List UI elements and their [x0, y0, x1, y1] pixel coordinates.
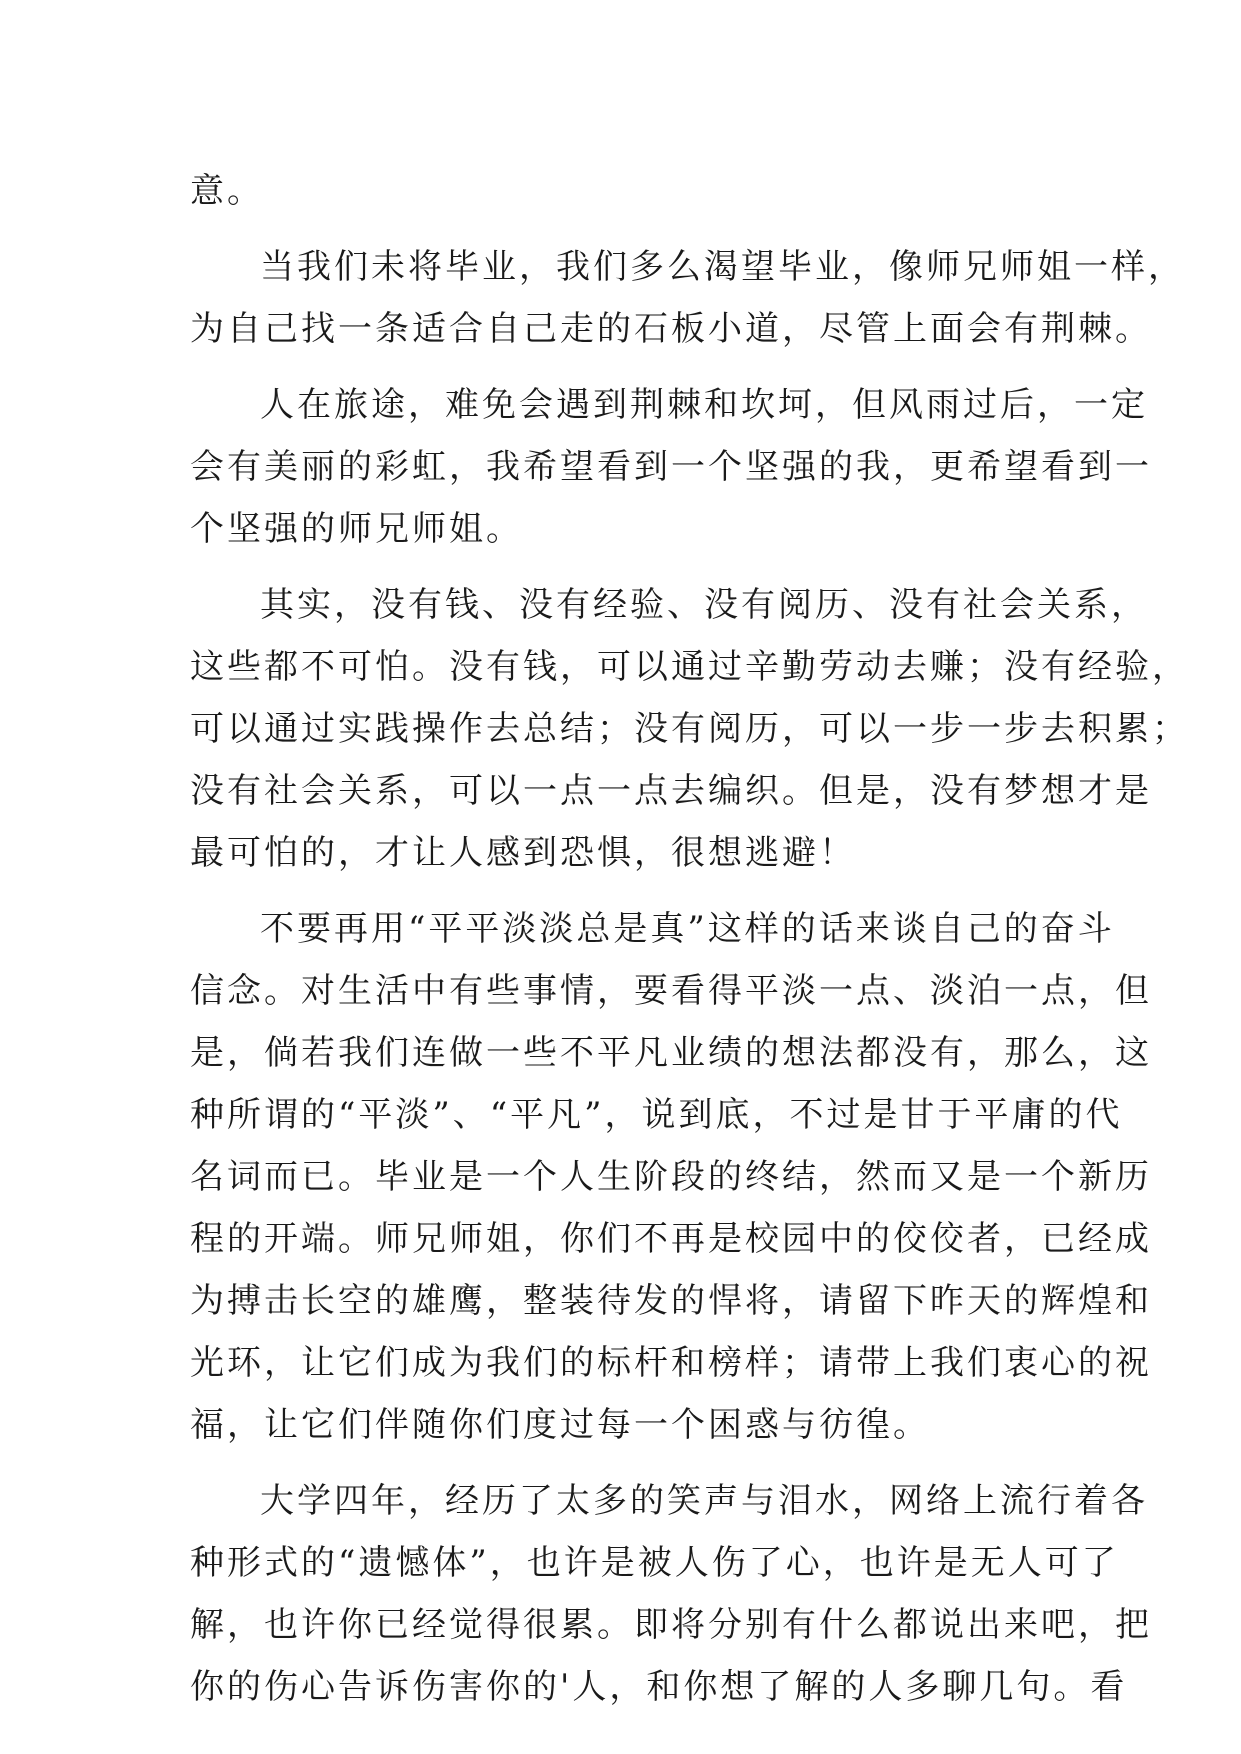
text-line: 种形式的“遗憾体”，也许是被人伤了心，也许是无人可了	[190, 1543, 1119, 1583]
paragraph	[190, 236, 1185, 360]
paragraph	[190, 374, 1152, 560]
text-line: 大学四年，经历了太多的笑声与泪水，网络上流行着各	[260, 1481, 1148, 1521]
paragraph	[190, 1470, 1152, 1718]
paragraph-spacer	[190, 360, 1060, 374]
text-line: 没有社会关系，可以一点一点去编织。但是，没有梦想才是	[190, 771, 1152, 811]
text-line: 为搏击长空的雄鹰，整装待发的悍将，请留下昨天的辉煌和	[190, 1281, 1152, 1321]
text-line: 信念。对生活中有些事情，要看得平淡一点、淡泊一点，但	[190, 971, 1152, 1011]
text-line: 不要再用“平平淡淡总是真”这样的话来谈自己的奋斗	[260, 909, 1115, 949]
paragraph	[190, 160, 1060, 222]
paragraph-spacer	[190, 222, 1060, 236]
paragraph	[190, 898, 1152, 1456]
text-line: 这些都不可怕。没有钱，可以通过辛勤劳动去赚；没有经验，	[190, 647, 1189, 687]
text-line: 可以通过实践操作去总结；没有阅历，可以一步一步去积累；	[190, 709, 1189, 749]
text-line: 种所谓的“平淡”、“平凡”，说到底，不过是甘于平庸的代	[190, 1095, 1123, 1135]
text-line: 名词而已。毕业是一个人生阶段的终结，然而又是一个新历	[190, 1157, 1152, 1197]
text-line: 你的伤心告诉伤害你的'人，和你想了解的人多聊几句。看	[190, 1667, 1128, 1707]
text-line: 人在旅途，难免会遇到荆棘和坎坷，但风雨过后，一定	[260, 385, 1148, 425]
text-line: 福，让它们伴随你们度过每一个困惑与彷徨。	[190, 1405, 930, 1445]
paragraph	[190, 574, 1189, 884]
paragraph-spacer	[190, 560, 1060, 574]
paragraph-spacer	[190, 1456, 1060, 1470]
text-line: 个坚强的师兄师姐。	[190, 509, 523, 549]
paragraph-spacer	[190, 884, 1060, 898]
text-line: 其实，没有钱、没有经验、没有阅历、没有社会关系，	[260, 585, 1148, 625]
text-line: 光环，让它们成为我们的标杆和榜样；请带上我们衷心的祝	[190, 1343, 1152, 1383]
text-line: 会有美丽的彩虹，我希望看到一个坚强的我，更希望看到一	[190, 447, 1152, 487]
text-line: 程的开端。师兄师姐，你们不再是校园中的佼佼者，已经成	[190, 1219, 1152, 1259]
text-line: 解，也许你已经觉得很累。即将分别有什么都说出来吧，把	[190, 1605, 1152, 1645]
text-line: 为自己找一条适合自己走的石板小道，尽管上面会有荆棘。	[190, 309, 1152, 349]
text-line: 当我们未将毕业，我们多么渴望毕业，像师兄师姐一样，	[260, 247, 1185, 287]
text-line: 意。	[190, 171, 264, 211]
text-line: 最可怕的，才让人感到恐惧，很想逃避！	[190, 833, 856, 873]
document-page	[190, 160, 1189, 1718]
text-line: 是，倘若我们连做一些不平凡业绩的想法都没有，那么，这	[190, 1033, 1152, 1073]
